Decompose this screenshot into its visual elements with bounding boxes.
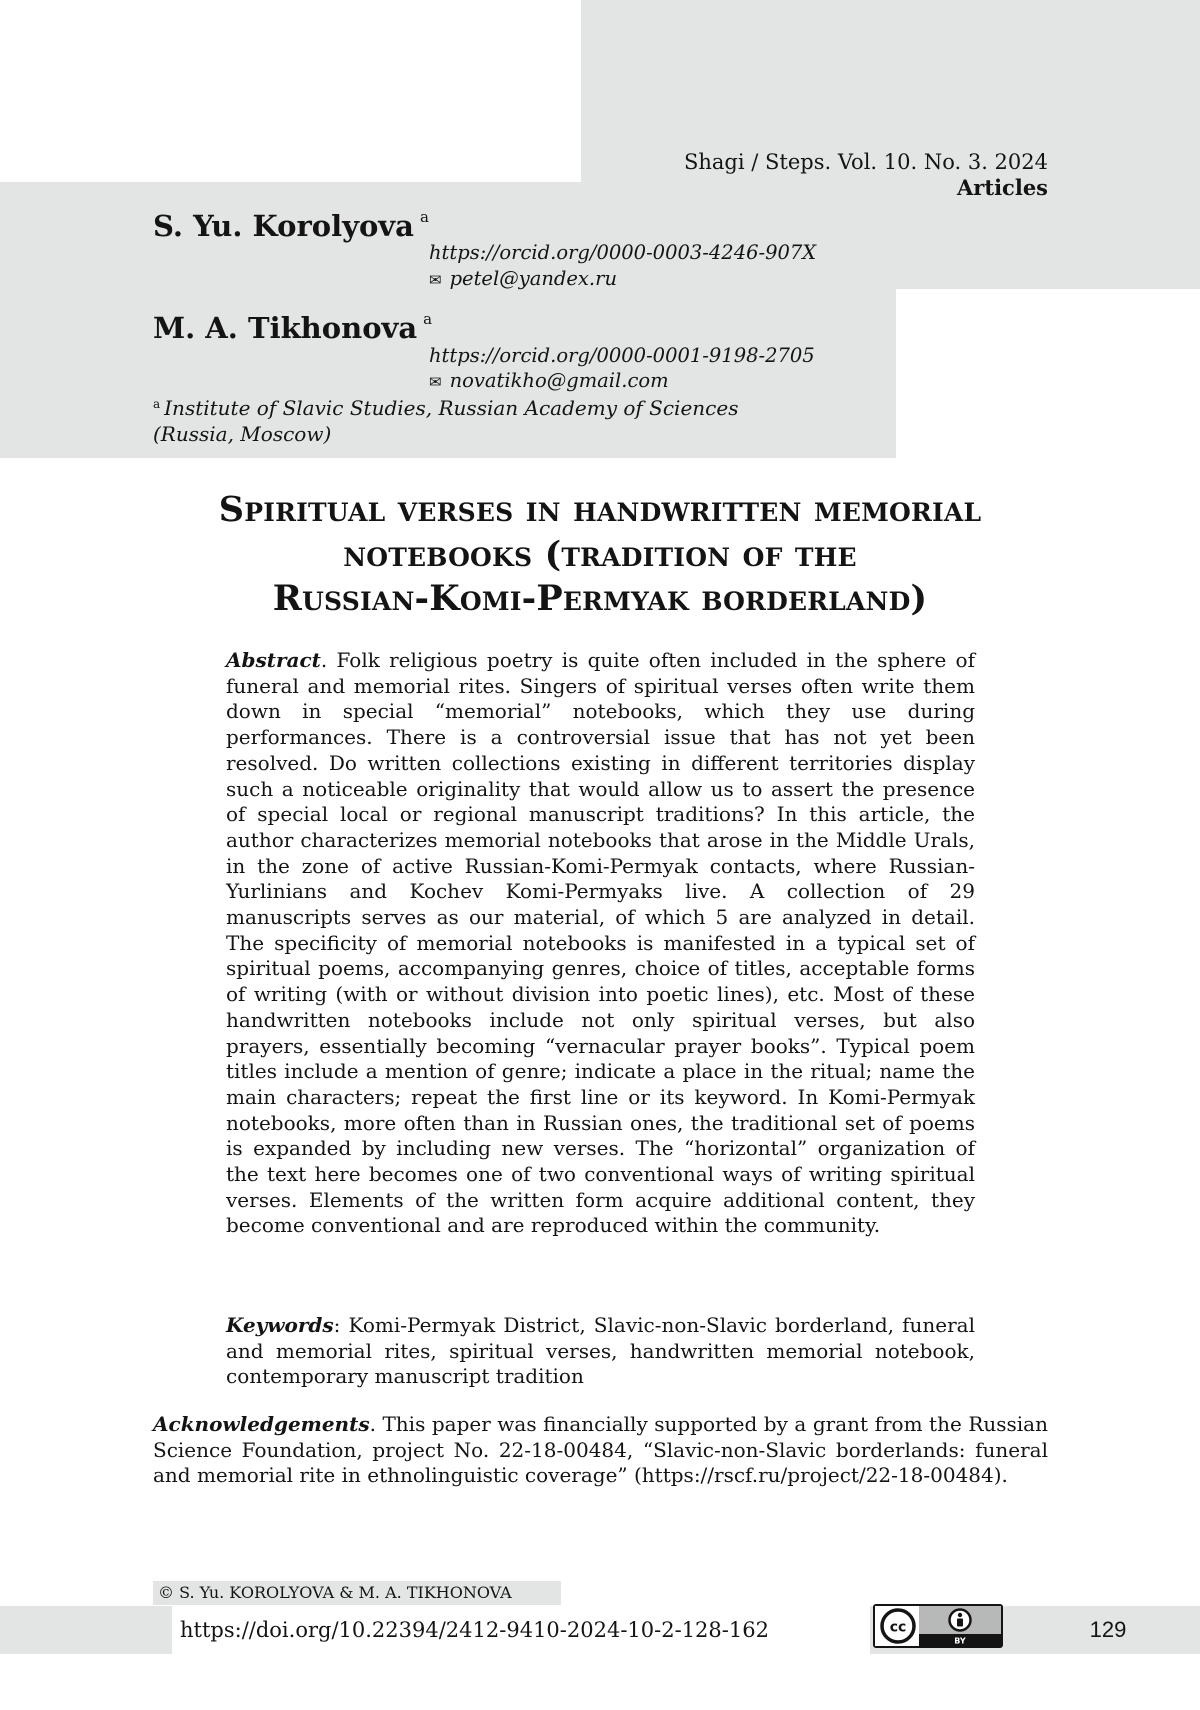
author-email-text: petel@yandex.ru xyxy=(449,267,618,290)
envelope-icon: ✉ xyxy=(429,373,442,391)
section-label: Articles xyxy=(957,175,1048,200)
cc-by-logo xyxy=(875,1606,1001,1646)
doi-link[interactable]: https://doi.org/10.22394/2412-9410-2024-10-2-128-162 xyxy=(180,1618,769,1642)
cc-by-license-badge[interactable] xyxy=(873,1604,1003,1648)
copyright-notice: © S. Yu. KOROLYOVA & M. A. TIKHONOVA xyxy=(153,1581,561,1605)
acknowledgements-text: . This paper was financially supported by a grant from the Russian Science Foundation, project No. 22-18-00484, “Slavic-non-Slavic borderlands: funeral and memorial rite in ethnolinguistic coverage” (https://rscf.ru/project/22-18-00484). xyxy=(153,1412,1048,1488)
title-line: Russian-Komi-Permyak borderland) xyxy=(272,578,928,619)
article-title xyxy=(150,488,1050,622)
acknowledgements xyxy=(153,1412,1048,1489)
affiliation-location: (Russia, Moscow) xyxy=(153,421,332,446)
affiliation-line xyxy=(153,392,793,422)
author-orcid-link[interactable]: https://orcid.org/0000-0001-9198-2705 xyxy=(429,344,815,367)
abstract-text: . Folk religious poetry is quite often included in the sphere of funeral and memorial rites. Singers of spiritual verses often write them down in special “memorial” notebooks, which they use during performances. There is a controversial issue that has not yet been resolved. Do written collections existing in different territories display such a noticeable originality that would allow us to assert the presence of special local or regional manuscript traditions? In this article, the author characterizes memorial notebooks that arose in the Middle Urals, in the zone of active Russian-Komi-Permyak contacts, where Russian-Yurlinians and Kochev Komi-Permyaks live. A collection of 29 manuscripts serves as our material, of which 5 are analyzed in detail. The specificity of memorial notebooks is manifested in a typical set of spiritual poems, accompanying genres, choice of titles, acceptable forms of writing (with or without division into poetic lines), etc. Most of these handwritten notebooks include not only spiritual verses, but also prayers, essentially becoming “vernacular prayer books”. Typical poem titles include a mention of genre; indicate a place in the ritual; name the main characters; repeat the first line or its keyword. In Komi-Permyak notebooks, more often than in Russian ones, the traditional set of poems is expanded by including new verses. The “horizontal” organization of the text here becomes one of two conventional ways of writing spiritual verses. Elements of the written form acquire additional content, they become conventional and are reproduced within the community. xyxy=(226,648,975,1238)
author-email-text: novatikho@gmail.com xyxy=(449,369,669,392)
keywords-text: : Komi-Permyak District, Slavic-non-Slavic borderland, funeral and memorial rites, spiritual verses, handwritten memorial notebook, contemporary manuscript tradition xyxy=(226,1313,975,1389)
journal-header xyxy=(684,149,1048,201)
keywords xyxy=(226,1313,975,1390)
cc-icon-label: cc xyxy=(889,1619,907,1636)
page-number: 129 xyxy=(1089,1617,1127,1642)
by-label: BY xyxy=(954,1636,966,1646)
envelope-icon: ✉ xyxy=(429,271,442,289)
author-orcid-link[interactable]: https://orcid.org/0000-0003-4246-907X xyxy=(429,241,817,264)
keywords-label: Keywords xyxy=(226,1313,334,1337)
author-name xyxy=(153,302,432,345)
abstract xyxy=(226,648,975,1239)
affiliation-mark: a xyxy=(153,397,161,411)
title-line: notebooks (tradition of the xyxy=(343,533,857,575)
acknowledgements-label: Acknowledgements xyxy=(153,1412,370,1436)
affiliation xyxy=(153,392,793,447)
affiliation-mark: a xyxy=(423,310,433,328)
author-email-link[interactable] xyxy=(429,368,669,395)
affiliation-institution: Institute of Slavic Studies, Russian Academy of Sciences xyxy=(164,396,739,420)
author-name-text: M. A. Tikhonova xyxy=(153,311,418,345)
author-email-link[interactable] xyxy=(429,266,617,293)
journal-citation: Shagi / Steps. Vol. 10. No. 3. 2024 xyxy=(683,150,1048,174)
author-name xyxy=(153,200,429,243)
author-name-text: S. Yu. Korolyova xyxy=(153,209,414,243)
title-line: Spiritual verses in handwritten memorial xyxy=(218,489,982,530)
affiliation-mark: a xyxy=(419,208,429,226)
abstract-label: Abstract xyxy=(226,648,321,672)
